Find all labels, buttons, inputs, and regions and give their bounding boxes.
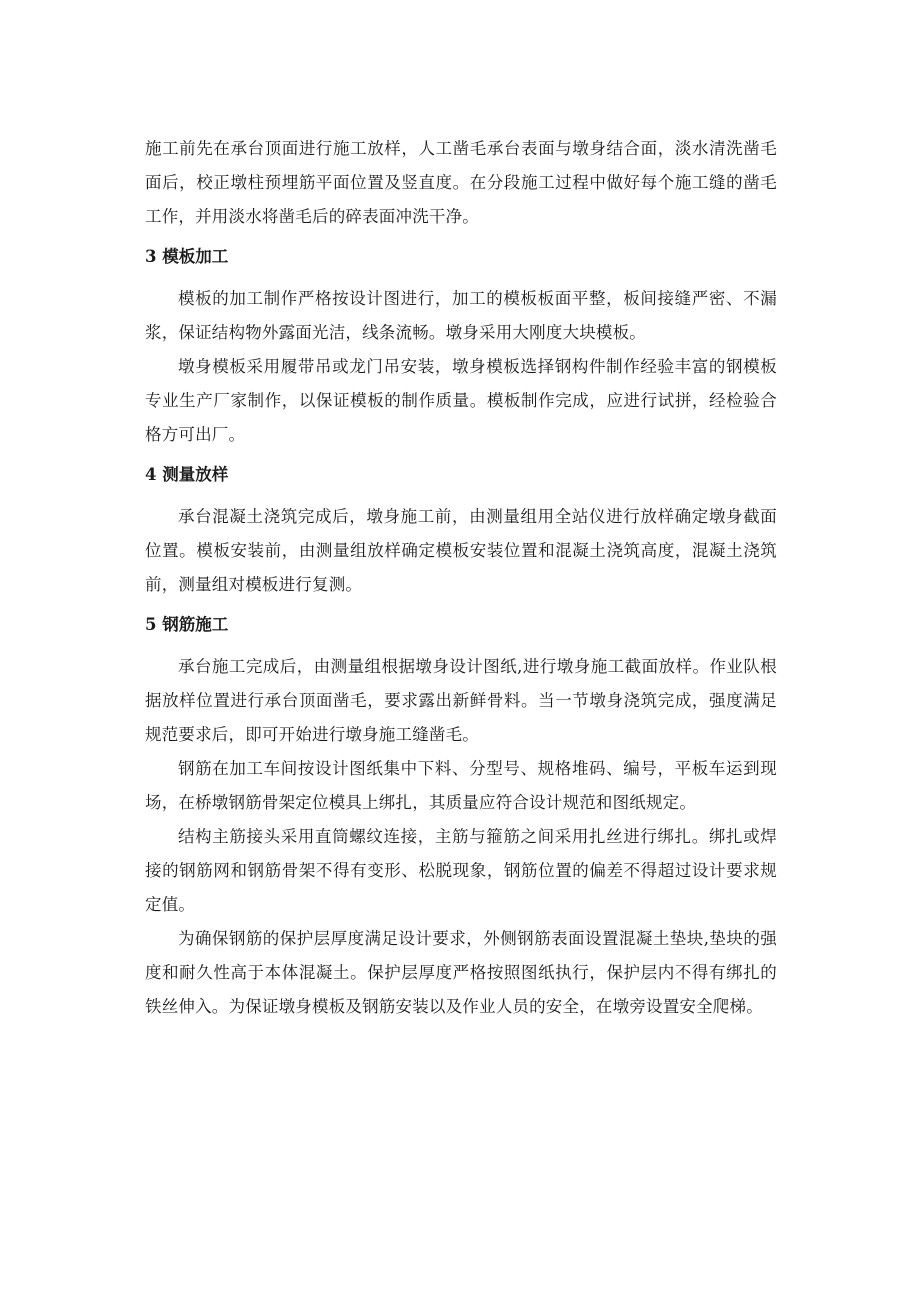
paragraph: 为确保钢筋的保护层厚度满足设计要求，外侧钢筋表面设置混凝土垫块,垫块的强度和耐久性高于本体混凝土。保护层厚度严格按照图纸执行，保护层内不得有绑扎的铁丝伸入。为保证墩身模板及钢筋安装以及作业人员的安全，在墩旁设置安全爬梯。 xyxy=(145,929,777,1016)
document-page xyxy=(145,132,777,1024)
paragraph: 承台混凝土浇筑完成后，墩身施工前，由测量组用全站仪进行放样确定墩身截面位置。模板安装前，由测量组放样确定模板安装位置和混凝土浇筑高度，混凝土浇筑前，测量组对模板进行复测。 xyxy=(145,507,777,594)
section-heading-survey: 4 测量放样 xyxy=(145,465,229,484)
paragraph: 钢筋在加工车间按设计图纸集中下料、分型号、规格堆码、编号，平板车运到现场，在桥墩钢筋骨架定位模具上绑扎，其质量应符合设计规范和图纸规定。 xyxy=(145,759,777,812)
section-heading-rebar: 5 钢筋施工 xyxy=(145,615,229,634)
intro-paragraph: 施工前先在承台顶面进行施工放样，人工凿毛承台表面与墩身结合面，淡水清洗凿毛面后，校正墩柱预埋筋平面位置及竖直度。在分段施工过程中做好每个施工缝的凿毛工作，并用淡水将凿毛后的碎表面冲洗干净。 xyxy=(145,139,777,226)
paragraph: 模板的加工制作严格按设计图进行，加工的模板板面平整，板间接缝严密、不漏浆，保证结构物外露面光洁，线条流畅。墩身采用大刚度大块模板。 xyxy=(145,289,777,342)
section-heading-formwork: 3 模板加工 xyxy=(145,247,229,266)
paragraph: 承台施工完成后，由测量组根据墩身设计图纸,进行墩身施工截面放样。作业队根据放样位置进行承台顶面凿毛，要求露出新鲜骨料。当一节墩身浇筑完成，强度满足规范要求后，即可开始进行墩身施工缝凿毛。 xyxy=(145,657,777,744)
paragraph: 墩身模板采用履带吊或龙门吊安装，墩身模板选择钢构件制作经验丰富的钢模板专业生产厂家制作，以保证模板的制作质量。模板制作完成，应进行试拼，经检验合格方可出厂。 xyxy=(145,357,777,444)
paragraph: 结构主筋接头采用直筒螺纹连接，主筋与箍筋之间采用扎丝进行绑扎。绑扎或焊接的钢筋网和钢筋骨架不得有变形、松脱现象，钢筋位置的偏差不得超过设计要求规定值。 xyxy=(145,827,777,914)
